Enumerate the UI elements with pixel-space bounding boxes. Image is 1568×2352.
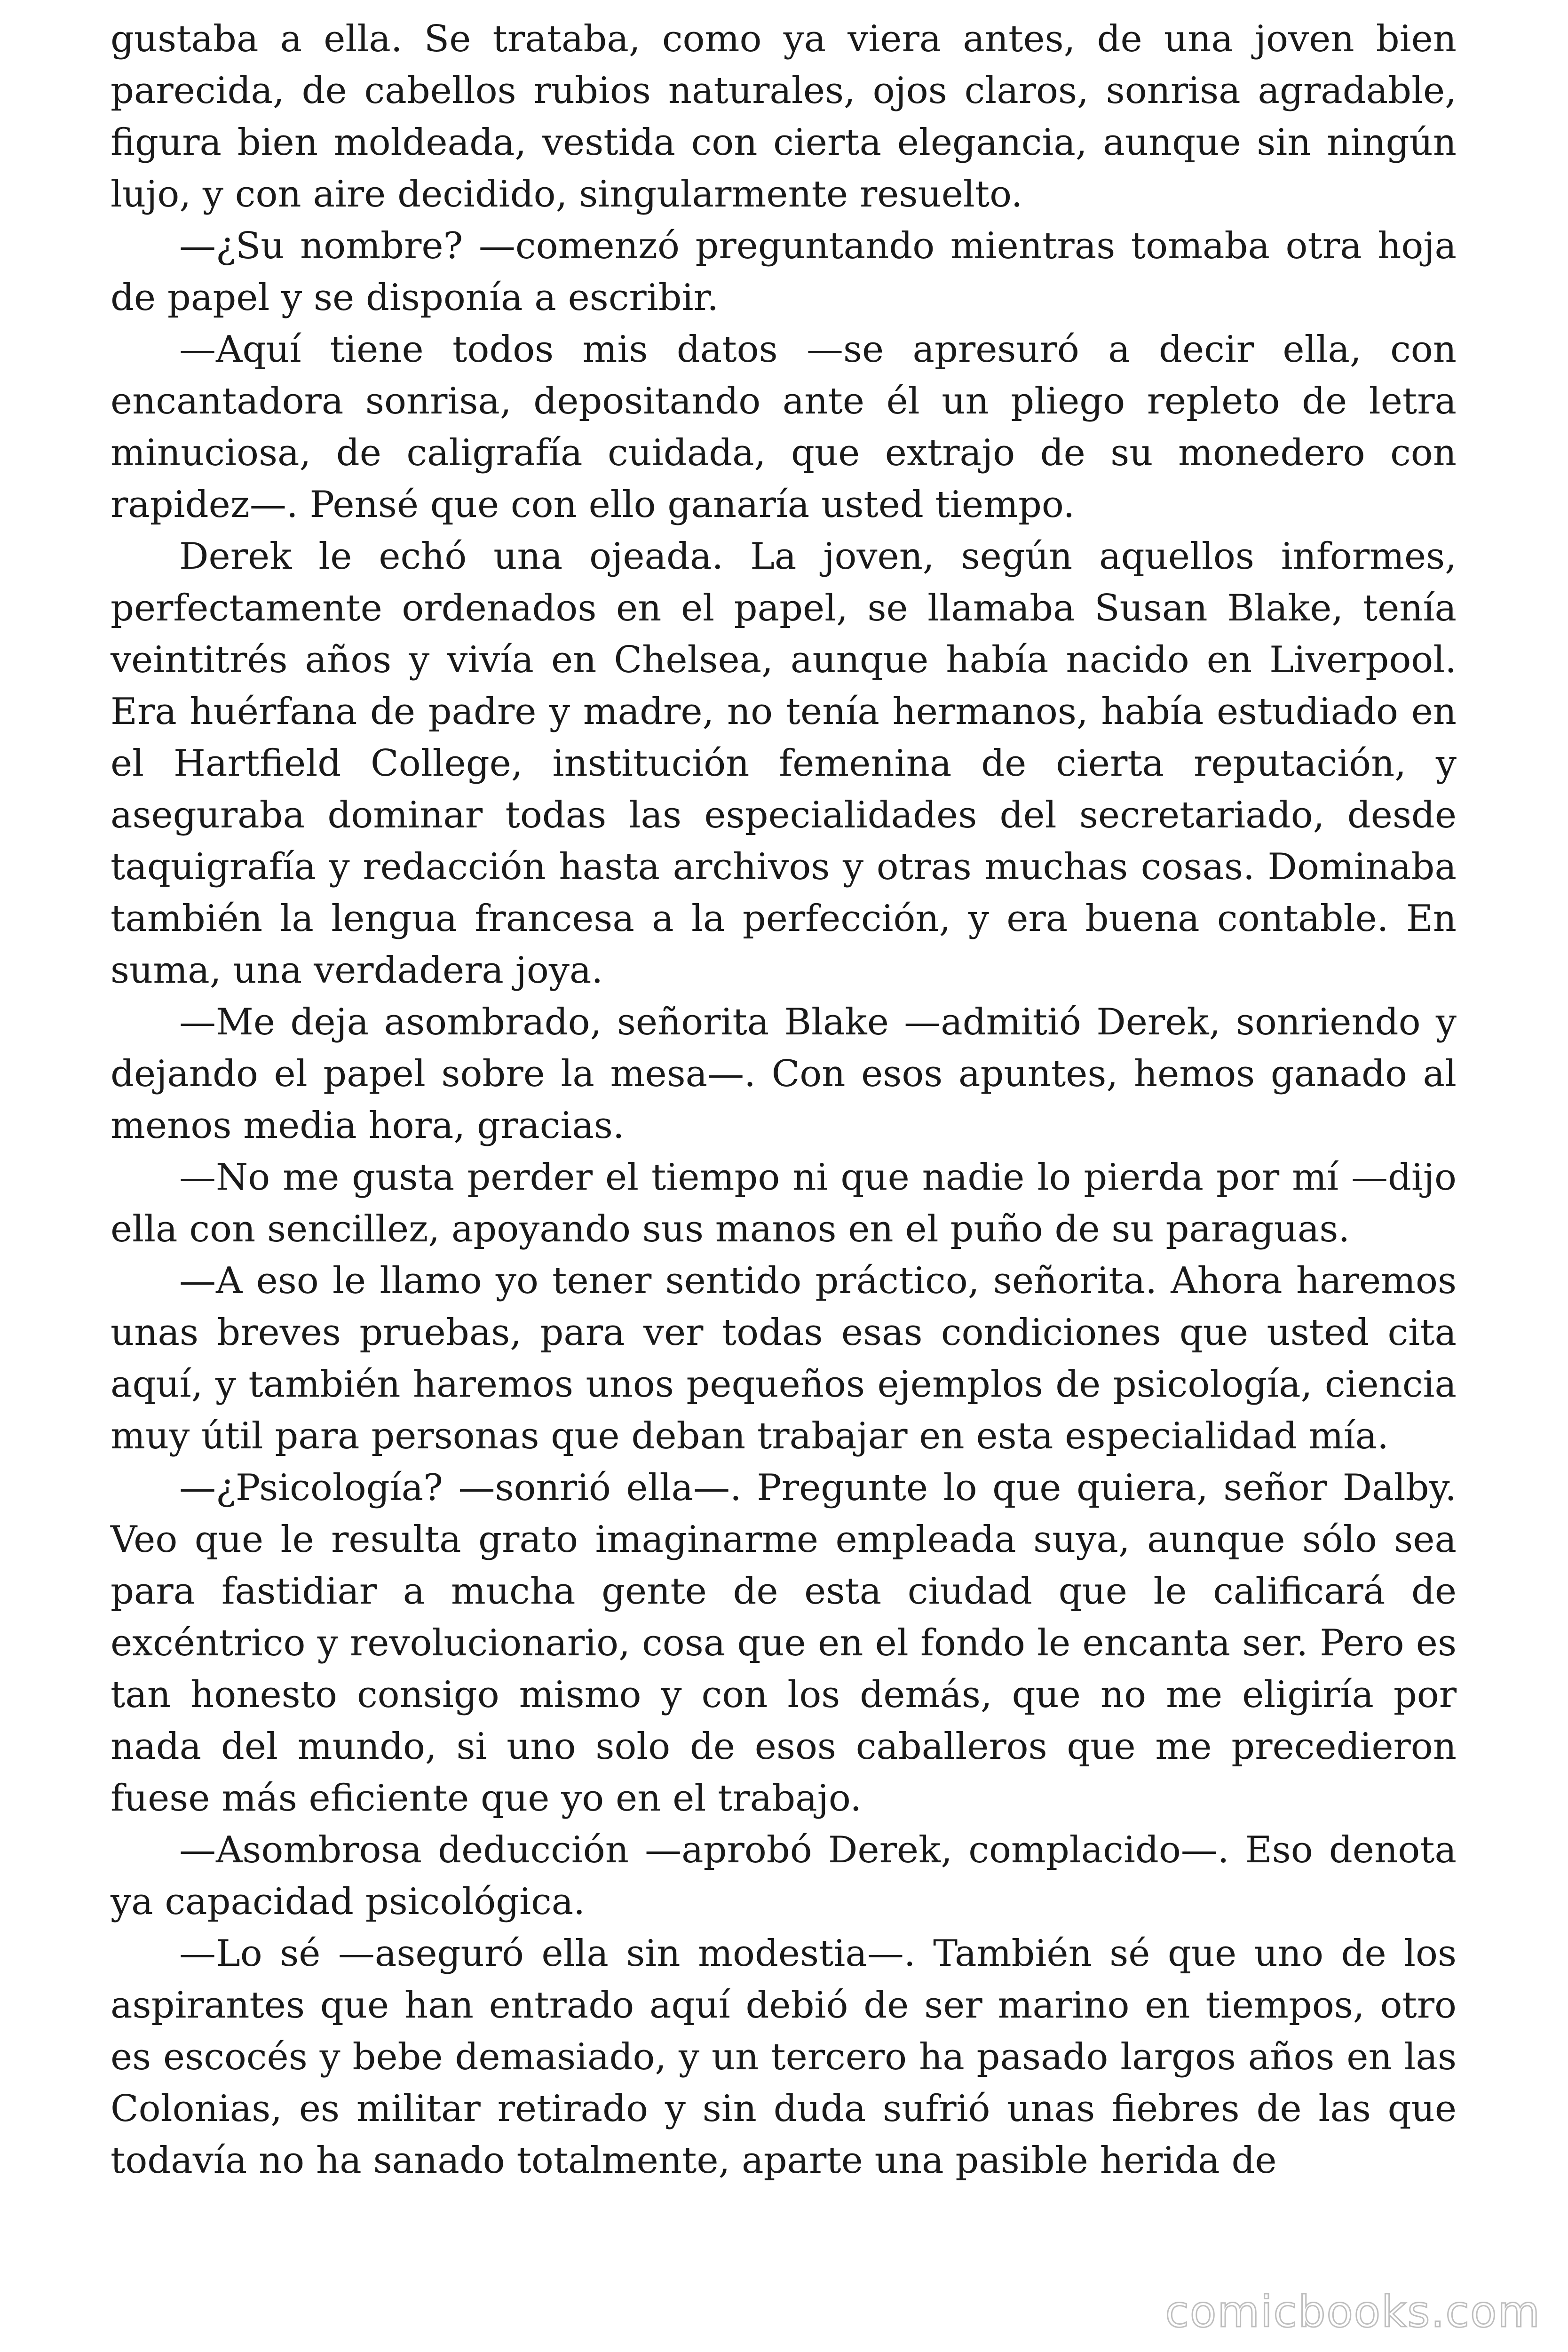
watermark-logo: comicbooks.com [1165,2287,1541,2337]
paragraph-9: —Asombrosa deducción —aprobó Derek, complacido—. Eso denota ya capacidad psicológica. [111,1829,1457,1923]
paragraph-5: —Me deja asombrado, señorita Blake —admitió Derek, sonriendo y dejando el papel sobre la mesa—. Con esos apuntes, hemos ganado al menos media hora, gracias. [111,1001,1457,1147]
paragraph-8: —¿Psicología? —sonrió ella—. Pregunte lo que quiera, señor Dalby. Veo que le resulta grato imaginarme empleada suya, aunque sólo sea para fastidiar a mucha gente de esta ciudad que le calificará de excéntrico y revolucionario, cosa que en el fondo le encanta ser. Pero es tan honesto consigo mismo y con los demás, que no me eligiría por nada del mundo, si uno solo de esos caballeros que me precedieron fuese más eficiente que yo en el trabajo. [111,1467,1457,1820]
paragraph-10: —Lo sé —aseguró ella sin modestia—. También sé que uno de los aspirantes que han entrado aquí debió de ser marino en tiempos, otro es escocés y bebe demasiado, y un tercero ha pasado largos años en las Colonias, es militar retirado y sin duda sufrió unas fiebres de las que todavía no ha sanado totalmente, aparte una pasible herida de [111,1932,1457,2182]
paragraph-1: gustaba a ella. Se trataba, como ya viera antes, de una joven bien parecida, de cabellos rubios naturales, ojos claros, sonrisa agradable, figura bien moldeada, vestida con cierta elegancia, aunque sin ningún lujo, y con aire decidido, singularmente resuelto. [111,18,1457,215]
paragraph-7: —A eso le llamo yo tener sentido práctico, señorita. Ahora haremos unas breves pruebas, para ver todas esas condiciones que usted cita aquí, y también haremos unos pequeños ejemplos de psicología, ciencia muy útil para personas que deban trabajar en esta especialidad mía. [111,1260,1457,1457]
body-text [111,13,1457,2186]
paragraph-4: Derek le echó una ojeada. La joven, según aquellos informes, perfectamente ordenados en el papel, se llamaba Susan Blake, tenía veintitrés años y vivía en Chelsea, aunque había nacido en Liverpool. Era huérfana de padre y madre, no tenía hermanos, había estudiado en el Hartfield College, institución femenina de cierta reputación, y aseguraba dominar todas las especialidades del secretariado, desde taquigrafía y redacción hasta archivos y otras muchas cosas. Dominaba también la lengua francesa a la perfección, y era buena contable. En suma, una verdadera joya. [111,535,1457,992]
paragraph-6: —No me gusta perder el tiempo ni que nadie lo pierda por mí —dijo ella con sencillez, apoyando sus manos en el puño de su paraguas. [111,1156,1457,1250]
paragraph-3: —Aquí tiene todos mis datos —se apresuró a decir ella, con encantadora sonrisa, depositando ante él un pliego repleto de letra minuciosa, de caligrafía cuidada, que extrajo de su monedero con rapidez—. Pensé que con ello ganaría usted tiempo. [111,328,1457,526]
paragraph-2: —¿Su nombre? —comenzó preguntando mientras tomaba otra hoja de papel y se disponía a escribir. [111,225,1457,319]
